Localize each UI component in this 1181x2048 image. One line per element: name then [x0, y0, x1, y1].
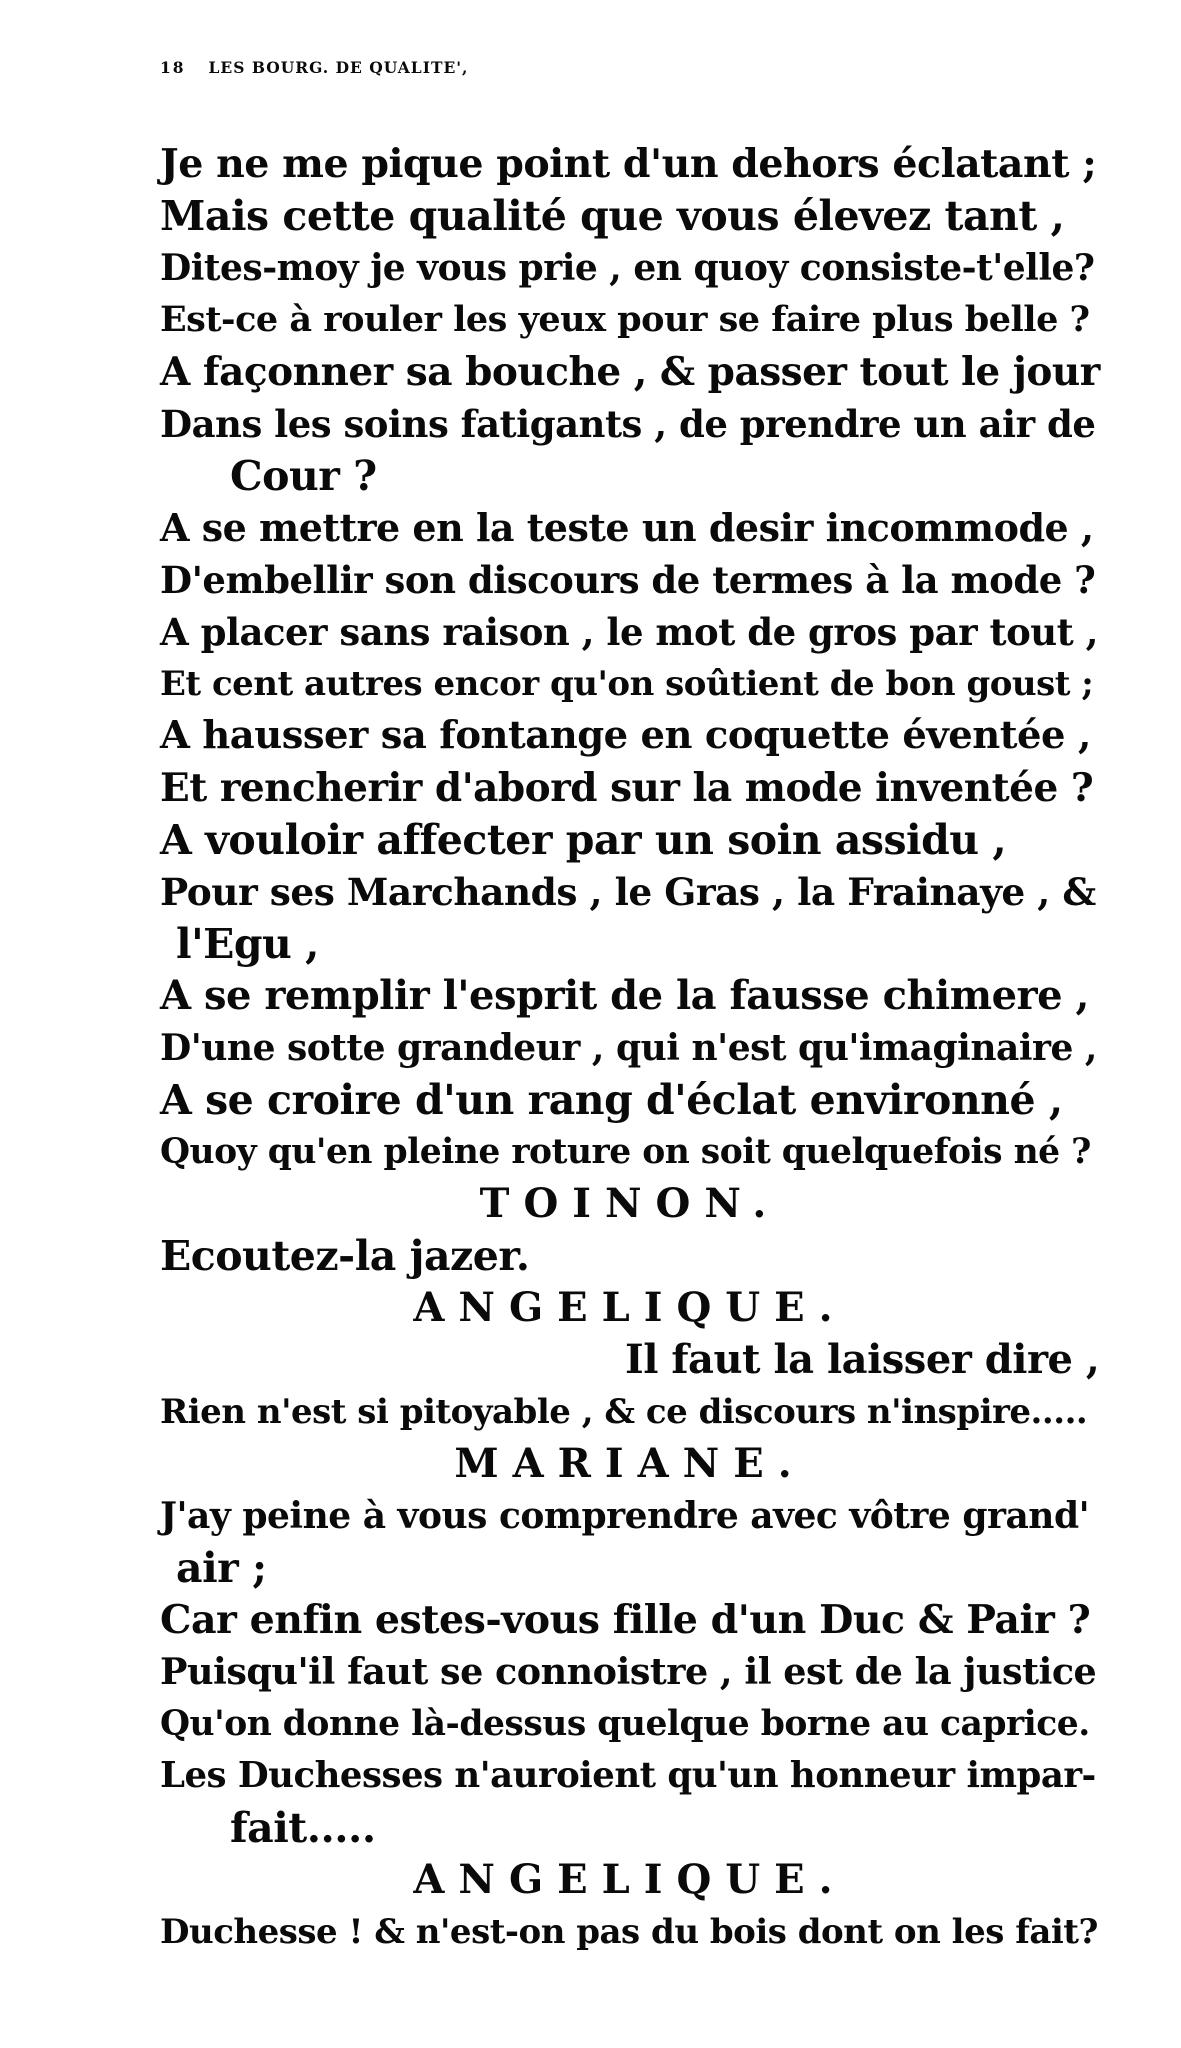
play-text: [160, 138, 1100, 1958]
verse-line: Rien n'est si pitoyable , & ce discours n'inspire.....: [160, 1392, 1088, 1432]
verse-line: Car enfin estes-vous fille d'un Duc & Pair ?: [160, 1597, 1091, 1643]
verse-line: D'embellir son discours de termes à la mode ?: [160, 558, 1096, 602]
verse-line: Et cent autres encor qu'on soûtient de bon goust ;: [160, 664, 1094, 704]
running-title: LES BOURG. DE QUALITE',: [208, 58, 469, 77]
speaker-name: TOINON.: [479, 1180, 781, 1227]
speaker-name: MARIANE.: [454, 1440, 806, 1487]
verse-line: Les Duchesses n'auroient qu'un honneur impar-: [160, 1755, 1096, 1796]
verse-line: J'ay peine à vous comprendre avec vôtre grand': [160, 1495, 1090, 1537]
verse-line-continuation: l'Egu ,: [176, 920, 319, 968]
page-number: 18: [160, 58, 186, 77]
verse-line: A vouloir affecter par un soin assidu ,: [160, 816, 1007, 864]
verse-line: Duchesse ! & n'est-on pas du bois dont on les fait?: [160, 1912, 1098, 1952]
verse-line: Et rencherir d'abord sur la mode inventée ?: [160, 765, 1094, 811]
verse-line: D'une sotte grandeur , qui n'est qu'imaginaire ,: [160, 1027, 1097, 1069]
verse-line: Puisqu'il faut se connoistre , il est de la justice: [160, 1650, 1097, 1693]
verse-line: A se croire d'un rang d'éclat environné ,: [160, 1076, 1063, 1124]
verse-line: Ecoutez-la jazer.: [160, 1232, 530, 1280]
verse-line-half: Il faut la laisser dire ,: [625, 1336, 1100, 1383]
verse-line: Je ne me pique point d'un dehors éclatant ;: [160, 141, 1097, 187]
speech-toinon: [160, 1178, 1100, 1282]
verse-line-continuation: Cour ?: [230, 452, 377, 500]
speaker-name: ANGELIQUE.: [413, 1856, 847, 1903]
speech-mariane: [160, 1438, 1100, 1854]
verse-line: Est-ce à rouler les yeux pour se faire plus belle ?: [160, 299, 1090, 340]
verse-line: Qu'on donne là-dessus quelque borne au caprice.: [160, 1704, 1090, 1744]
verse-line: A façonner sa bouche , & passer tout le jour: [160, 349, 1100, 395]
verse-line: Dans les soins fatigants , de prendre un air de: [160, 402, 1096, 446]
verse-line-continuation: air ;: [176, 1544, 267, 1592]
page-header: [160, 58, 1080, 138]
verse-line: A se mettre en la teste un desir incommode ,: [160, 505, 1094, 550]
speech-angelique: [160, 1282, 1100, 1438]
verse-line-continuation: fait.....: [230, 1804, 376, 1852]
speech-continuation: [160, 138, 1100, 1178]
verse-line: Pour ses Marchands , le Gras , la Frainaye , &: [160, 870, 1096, 914]
verse-line: A se remplir l'esprit de la fausse chimere ,: [160, 972, 1089, 1019]
verse-line: A hausser sa fontange en coquette éventée ,: [160, 713, 1091, 758]
speech-angelique-2: [160, 1854, 1100, 1958]
verse-line: Dites-moy je vous prie , en quoy consiste-t'elle?: [160, 247, 1095, 289]
speaker-name: ANGELIQUE.: [413, 1284, 847, 1331]
verse-line: Quoy qu'en pleine roture on soit quelquefois né ?: [160, 1132, 1091, 1172]
verse-line: A placer sans raison , le mot de gros par tout ,: [160, 610, 1098, 654]
verse-line: Mais cette qualité que vous élevez tant ,: [160, 192, 1065, 240]
